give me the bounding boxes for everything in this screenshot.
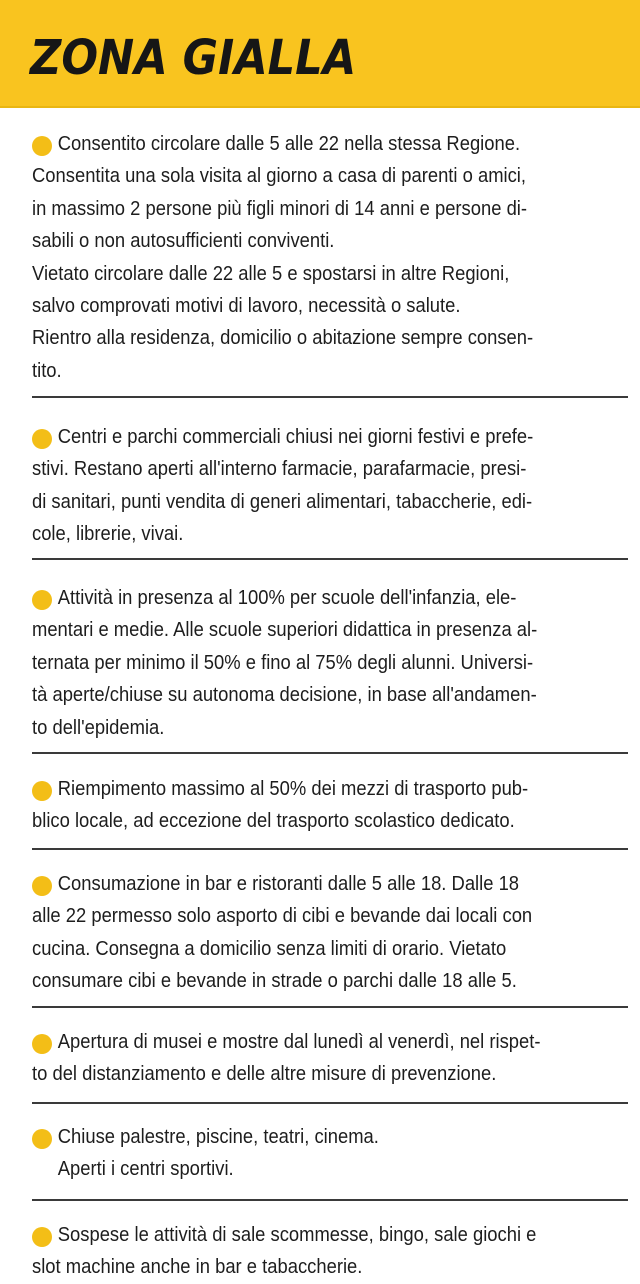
rule-section-schools — [32, 560, 628, 754]
rule-line: Riempimento massimo al 50% dei mezzi di trasporto pub- — [57, 778, 529, 800]
rules-list — [0, 108, 640, 1281]
rule-section-transport — [32, 754, 628, 850]
rule-line: ternata per minimo il 50% e fino al 75% degli alunni. Universi- — [32, 651, 534, 674]
rule-section-gyms — [32, 1104, 628, 1201]
rule-line: stivi. Restano aperti all'interno farmacie, parafarmacie, presi- — [32, 458, 527, 481]
rule-text — [32, 868, 624, 998]
rule-line: Consentita una sola visita al giorno a casa di parenti o amici, — [32, 165, 527, 188]
rule-text — [32, 1121, 624, 1186]
rule-section-movement — [32, 108, 628, 398]
rule-line: Vietato circolare dalle 22 alle 5 e spostarsi in altre Regioni, — [32, 262, 510, 285]
rule-text — [32, 773, 624, 838]
page-title: ZONA GIALLA — [30, 30, 357, 86]
rule-line: tito. — [32, 359, 62, 382]
header-banner — [0, 0, 640, 108]
rule-line: Chiuse palestre, piscine, teatri, cinema. — [57, 1126, 379, 1148]
rule-line: Rientro alla residenza, domicilio o abitazione sempre consen- — [32, 327, 534, 350]
rule-text — [32, 582, 624, 744]
rule-section-gaming — [32, 1201, 628, 1281]
rule-line: to dell'epidemia. — [32, 716, 165, 739]
rule-line: in massimo 2 persone più figli minori di 14 anni e persone di- — [32, 197, 528, 220]
rule-section-bars-restaurants — [32, 850, 628, 1008]
rule-line: Centri e parchi commerciali chiusi nei giorni festivi e prefe- — [57, 426, 534, 448]
rule-line: di sanitari, punti vendita di generi alimentari, tabaccherie, edi- — [32, 490, 533, 513]
rule-line: Aperti i centri sportivi. — [57, 1158, 234, 1181]
rule-text — [32, 1219, 624, 1284]
rule-line: tà aperte/chiuse su autonoma decisione, in base all'andamen- — [32, 684, 537, 707]
rule-line: Apertura di musei e mostre dal lunedì al venerdì, nel rispet- — [57, 1031, 541, 1053]
rule-line: Consumazione in bar e ristoranti dalle 5 alle 18. Dalle 18 — [57, 873, 520, 895]
rule-line: salvo comprovati motivi di lavoro, necessità o salute. — [32, 295, 461, 318]
rule-line: mentari e medie. Alle scuole superiori didattica in presenza al- — [32, 619, 538, 642]
rule-line: consumare cibi e bevande in strade o parchi dalle 18 alle 5. — [32, 970, 517, 993]
rule-line: slot machine anche in bar e tabaccherie. — [32, 1256, 363, 1279]
rule-line: Consentito circolare dalle 5 alle 22 nella stessa Regione. — [57, 133, 521, 155]
rule-line: blico locale, ad eccezione del trasporto scolastico dedicato. — [32, 810, 515, 833]
rule-line: cucina. Consegna a domicilio senza limiti di orario. Vietato — [32, 937, 507, 960]
rule-line: to del distanziamento e delle altre misure di prevenzione. — [32, 1063, 497, 1086]
rule-line: Sospese le attività di sale scommesse, bingo, sale giochi e — [57, 1224, 537, 1246]
rule-line: sabili o non autosufficienti conviventi. — [32, 230, 335, 253]
rule-section-shopping — [32, 398, 628, 560]
rule-line: cole, librerie, vivai. — [32, 523, 184, 546]
rule-line: alle 22 permesso solo asporto di cibi e bevande dai locali con — [32, 905, 533, 928]
rule-line: Attività in presenza al 100% per scuole dell'infanzia, ele- — [57, 587, 517, 609]
rule-text — [32, 1026, 624, 1091]
rule-text — [32, 421, 624, 551]
rule-text — [32, 128, 624, 387]
rule-section-museums — [32, 1008, 628, 1104]
